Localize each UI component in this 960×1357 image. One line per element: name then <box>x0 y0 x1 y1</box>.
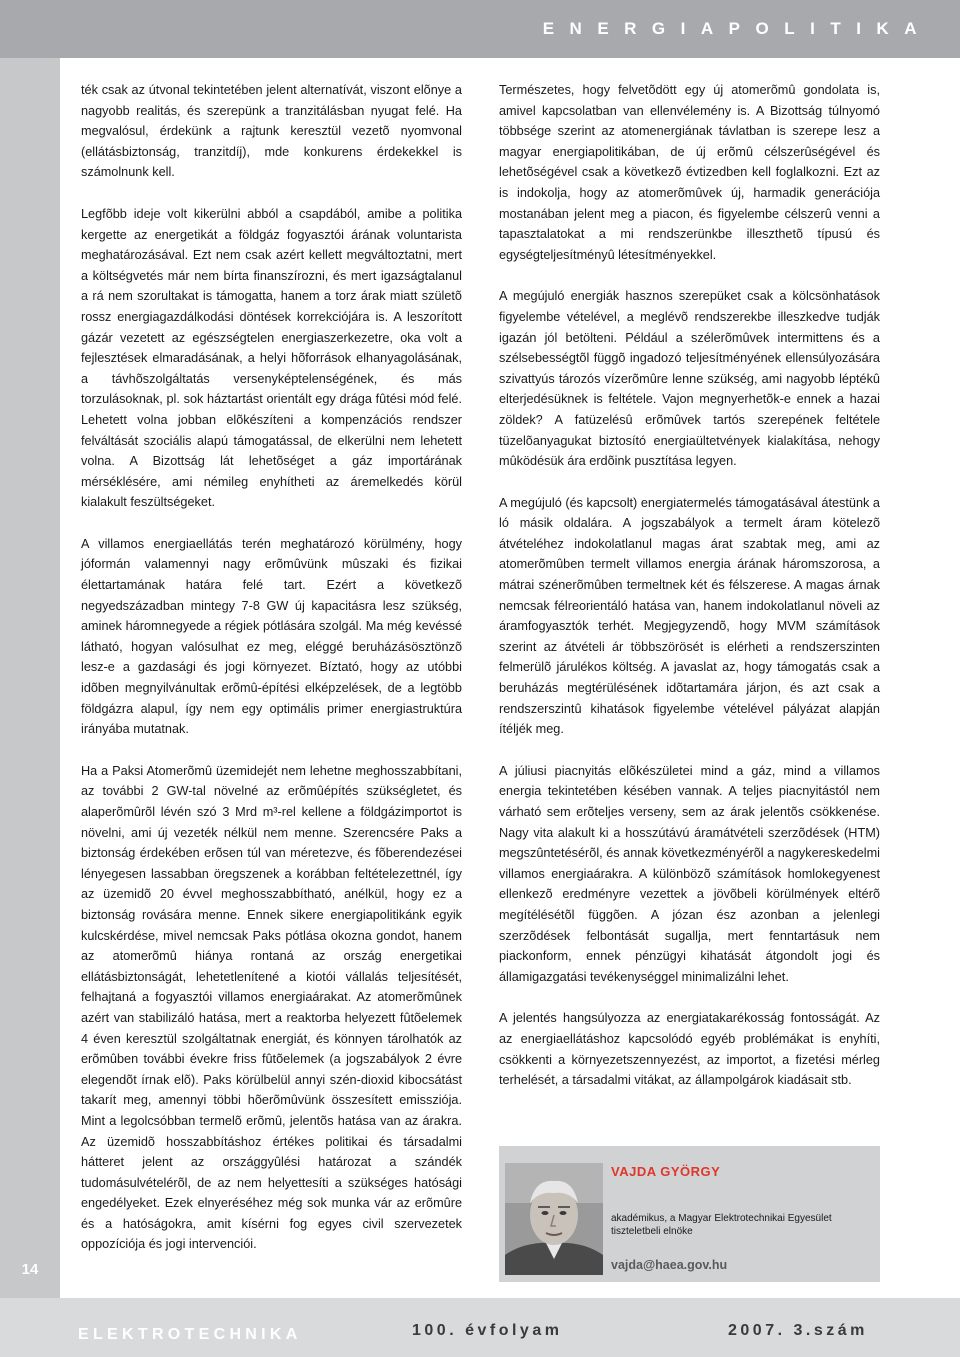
paragraph: A megújuló (és kapcsolt) energiatermelés támogatásával átestünk a ló másik oldalára. A jogszabályok a termelt áram kötelezõ átvételéhez indokolatlanul magas árat szabtak meg, ami az atomerõmûben termelt villamos energia árának háromszorosa, a mátrai szénerõmûben termeltnek két és félszerese. A magas árnak nemcsak félreorientáló hatása van, hanem indokolatlanul növeli az áramfogyasztók terhét. Megjegyzendõ, hogy MVM számítások szerint az átvételi ár többszörösét is elérheti a rendszerszinten felmerülõ járulékos költség. A javaslat az, hogy támogatás csak a beruházás megtérülésének idõtartamára járjon, és azt csak a rendszerszintû kihatások figyelembe vételével pályázat alapján ítéljék meg. <box>499 495 880 737</box>
page-number: 14 <box>21 1261 39 1278</box>
author-name: VAJDA GYÖRGY <box>611 1164 721 1179</box>
right-column <box>499 80 880 1112</box>
paragraph: A jelentés hangsúlyozza az energiatakarékosság fontosságát. Az az energiaellátáshoz kapcsolódó egyéb problémákat is enyhíti, csökkenti a környezetszennyezést, az importot, a fizetési mérleg terhelését, a társadalmi vitákat, az állampolgárok kiadásait stb. <box>499 1011 880 1088</box>
header-bar <box>0 0 960 58</box>
left-column <box>81 80 462 1276</box>
issue-label: 2007. 3.szám <box>728 1322 868 1339</box>
volume-label: 100. évfolyam <box>412 1322 563 1339</box>
footer-bar <box>0 1298 960 1357</box>
paragraph: A villamos energiaellátás terén meghatározó körülmény, hogy jóformán valamennyi nagy erõmûvünk mûszaki és fizikai élettartamának határa felé tart. Ezért a következõ negyedszázadban mintegy 7-8 GW új kapacitásra lesz szükség, aminek háromnegyede a régiek pótlására szolgál. Ma még kevéssé látható, hogyan valósulhat ez meg, eléggé beruházásösztönzõ lesz-e a gazdasági és jogi környezet. Bíztató, hogy az utóbbi idõben megnyilvánultak erõmû-építési elképzelések, de a legtöbb földgázra alapul, így nem egy optimális primer energiastruktúra irányába mutatnak. <box>81 536 462 737</box>
author-email[interactable]: vajda@haea.gov.hu <box>611 1258 728 1272</box>
portrait-icon <box>505 1163 603 1275</box>
paragraph: Természetes, hogy felvetõdött egy új atomerõmû gondolata is, amivel kapcsolatban van ellenvélemény is. A Bizottság túlnyomó többsége szerint az atomenergiának távlatban is szerepe lesz a magyar energiapolitikában, de új erõmû célszerûségével és lehetõségével csak a következõ évtizedben kell foglalkozni. Ezt az is indokolja, hogy az atomerõmûvek új, harmadik generációja mostanában jelent meg a piacon, és figyelembe célszerû venni a tapasztalatokat a mi rendszerünkbe illeszthetõ típusú és egységteljesítményû létesítményekkel. <box>499 83 880 262</box>
author-role: akadémikus, a Magyar Elektrotechnikai Egyesület tiszteletbeli elnöke <box>611 1213 832 1237</box>
paragraph: A júliusi piacnyitás elõkészületei mind a gáz, mind a villamos energia tekintetében késében vannak. A teljes piacnyitástól nem várható sem erõteljes verseny, sem az árak jelentõs csökkenése. Nagy vita alakult ki a hosszútávú áramátvételi szerzõdések (HTM) megszûntetésérõl, és annak következményérõl a nagykereskedelmi villamos energiaárakra. A különbözõ számítások homlokegyenest ellenkezõ eredményre vezettek a jövõbeli körülmények eltérõ megítélésétõl függõen. A józan ész azonban a jelenlegi szerzõdések felbontását sugallja, mert fenntartásuk nem piackonform, ennek pénzügyi kihatását átgondolt jogi és államigazgatási tevékenységgel minimalizálni lehet. <box>499 763 880 984</box>
paragraph: A megújuló energiák hasznos szerepüket csak a kölcsönhatások figyelembe vételével, a meglévõ rendszerekbe illeszkedve tudják igazán jól betölteni. Például a szélerõmûvek intermittens és a szélsebességtõl függõ ingadozó teljesítményének ellensúlyozására szivattyús tározós vízerõmûre lenne szükség, ami nagyobb léptékû elterjedésüknek is feltétele. Vajon megnyerhetõk-e ennek a hazai zöldek? A fatüzelésû erõmûvek tartós szerepének feltétele tüzelõanyagukat biztosító energiaültetvények kialakítása, nehogy mûködésük ára erdõink pusztítása legyen. <box>499 289 880 469</box>
author-photo <box>505 1163 603 1275</box>
journal-name: ELEKTROTECHNIKA <box>78 1326 302 1343</box>
paragraph: Ha a Paksi Atomerõmû üzemidejét nem lehetne meghosszabbítani, az további 2 GW-tal növelné az erõmûépítés szükségletet, és alaperõmûrõl lévén szó 3 Mrd m³-rel kellene a földgázimportot is növelni, ami új vezeték nélkül nem menne. Szerencsére Paks a biztonság érdekében erõsen túl van méretezve, és fõberendezései lényegesen lassabban öregszenek a korábban feltételezettnél, így az üzemidõ 20 évvel meghosszabbítható, anélkül, hogy ez a biztonság rovására menne. Ennek sikere energiapolitikánk egyik kulcskérdése, mivel nemcsak Paks pótlása okozna gondot, hanem az atomerõmû hiánya rontaná az ország energetikai ellátásbiztonságát, lehetetlenítené a kiotói vállalás teljesítését, felhajtaná a fogyasztói villamos energiaárakat. Az atomerõmûnek azért van stabilizáló hatása, mert a reaktorba helyezett fûtõelemek 4 éven keresztül szolgáltatnak energiát, és könnyen tárolhatók az erõmûben további évekre friss fûtõelemek (a jogszabályok 2 évre elegendõt írnak elõ). Paks körülbelül annyi szén-dioxid kibocsátást takarít meg, amennyi többi hõerõmûvünk összesített emissziója. Mint a legolcsóbban termelõ erõmû, jelentõs hatása van az árakra. Az üzemidõ hosszabbításhoz értékes politikai és társadalmi hátteret jelent az országgyûlési határozat a szándék tudomásulvételérõl, de az nem helyettesíti a szükséges hatósági engedélyeket. Ezek elnyeréséhez még sok munka vár az erõmûre és a hatóságokra, amit kísérni fog egyes civil szervezetek oppozíciója és jogi intervenciói. <box>81 763 462 1252</box>
left-sidebar-strip <box>0 58 60 1298</box>
section-title: ENERGIAPOLITIKA <box>542 19 932 38</box>
paragraph: ték csak az útvonal tekintetében jelent alternatívát, viszont elõnye a nagyobb realitás, és szerepünk a tranzitálásban nyugat felé. Ha megvalósul, érdekünk a rajtunk keresztül vezetõ nyomvonal (ellátásbiztonság, tranzitdíj), mde konkurens érdekekkel is számolnunk kell. <box>81 83 462 180</box>
author-box <box>499 1146 880 1282</box>
paragraph: Legfõbb ideje volt kikerülni abból a csapdából, amibe a politika kergette az energetikát a földgáz fogyasztói árának voluntarista meghatározásával. Ezt nem csak azért kellett megváltoztatni, mert a költségvetés már nem bírta finanszírozni, és mert igazságtalanul a rá nem szorultakat is támogatta, hanem a torz árak miatt születõ rossz energiagazdálkodási döntések korrekciójára is. A leszorított gázár vezetett az egészségtelen energiaszerkezetre, oka volt a fejlesztések elmaradásának, a helyi hõforrások elhanyagolásának, a távhõszolgáltatás versenyképtelenségének, és más torzulásoknak, pl. sok háztartást orientált egy drága fûtési mód felé. Lehetett volna jobban elõkészíteni a kompenzációs rendszer felváltását szociális alapú támogatással, de elkerülni nem lehetett volna. A Bizottság lát lehetõséget a gáz importárának mérséklésére, ami némileg enyhítheti az áremelkedés körül kialakult feszültségeket. <box>81 206 462 510</box>
